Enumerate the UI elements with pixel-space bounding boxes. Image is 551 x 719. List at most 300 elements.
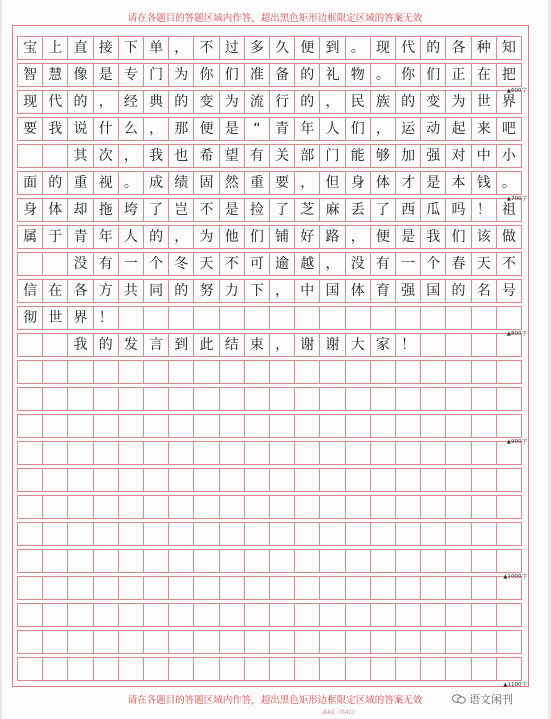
grid-cell: ， — [320, 253, 345, 275]
answer-sheet — [2, 0, 548, 719]
grid-cell — [421, 496, 446, 518]
grid-cell — [18, 550, 43, 572]
grid-row — [17, 414, 522, 438]
grid-cell — [220, 415, 245, 437]
grid-cell: ， — [94, 91, 119, 113]
grid-cell: 专 — [119, 64, 144, 86]
grid-cell: 你 — [194, 64, 219, 86]
grid-cell: 要 — [270, 172, 295, 194]
grid-cell: 共 — [119, 280, 144, 302]
grid-cell — [43, 442, 68, 464]
grid-cell: ， — [295, 172, 320, 194]
grid-cell — [421, 550, 446, 572]
grid-cell: 国 — [421, 280, 446, 302]
grid-cell — [472, 631, 497, 653]
grid-cell: 什 — [94, 118, 119, 140]
grid-cell — [270, 307, 295, 329]
grid-cell — [119, 523, 144, 545]
grid-cell: 望 — [220, 145, 245, 167]
grid-row — [17, 225, 522, 249]
grid-cell: 加 — [396, 145, 421, 167]
grid-cell: 方 — [94, 280, 119, 302]
grid-cell — [194, 523, 219, 545]
grid-cell: 体 — [43, 199, 68, 221]
grid-cell — [194, 631, 219, 653]
grid-cell — [43, 415, 68, 437]
grid-cell — [320, 496, 345, 518]
grid-cell — [472, 604, 497, 626]
grid-cell — [245, 388, 270, 410]
grid-cell: 大 — [346, 334, 371, 356]
grid-cell — [472, 523, 497, 545]
grid-cell: 变 — [194, 91, 219, 113]
grid-cell — [194, 307, 219, 329]
grid-cell — [497, 442, 522, 464]
grid-cell — [194, 415, 219, 437]
grid-cell — [144, 658, 169, 680]
grid-cell: 但 — [320, 172, 345, 194]
grid-cell: 重 — [245, 172, 270, 194]
grid-cell: 其 — [68, 145, 93, 167]
grid-cell: 变 — [421, 91, 446, 113]
grid-cell — [346, 658, 371, 680]
grid-cell — [371, 604, 396, 626]
grid-cell — [245, 550, 270, 572]
grid-cell: 那 — [169, 118, 194, 140]
grid-cell: 是 — [421, 172, 446, 194]
grid-cell: 多 — [245, 37, 270, 59]
grid-cell — [94, 631, 119, 653]
grid-cell — [371, 577, 396, 599]
grid-cell — [194, 388, 219, 410]
grid-cell: 的 — [144, 226, 169, 248]
grid-cell: 是 — [220, 118, 245, 140]
grid-cell: 谢 — [320, 334, 345, 356]
word-count-marker: ▲900字 — [506, 439, 527, 445]
grid-cell: 春 — [446, 253, 471, 275]
grid-cell — [270, 496, 295, 518]
grid-cell — [295, 577, 320, 599]
grid-cell — [43, 253, 68, 275]
grid-cell — [270, 604, 295, 626]
grid-cell — [396, 658, 421, 680]
grid-cell: 国 — [320, 280, 345, 302]
grid-cell — [68, 361, 93, 383]
watermark-text: 语文闲刊 — [469, 693, 513, 706]
grid-cell — [144, 307, 169, 329]
grid-cell: 一 — [119, 253, 144, 275]
grid-cell: 部 — [295, 145, 320, 167]
grid-cell — [421, 388, 446, 410]
grid-cell — [320, 658, 345, 680]
grid-cell — [295, 631, 320, 653]
grid-cell — [346, 442, 371, 464]
grid-cell — [346, 469, 371, 491]
grid-cell: 族 — [371, 91, 396, 113]
grid-cell: 到 — [320, 37, 345, 59]
grid-cell — [346, 523, 371, 545]
grid-cell — [119, 658, 144, 680]
grid-cell: 。 — [119, 172, 144, 194]
grid-cell — [220, 442, 245, 464]
grid-cell: 正 — [446, 64, 471, 86]
grid-row — [17, 36, 522, 60]
grid-cell — [245, 307, 270, 329]
grid-cell: 们 — [346, 118, 371, 140]
grid-cell: 成 — [144, 172, 169, 194]
grid-cell: 拖 — [94, 199, 119, 221]
grid-cell: 对 — [446, 145, 471, 167]
grid-cell — [346, 415, 371, 437]
grid-cell: 民 — [346, 91, 371, 113]
grid-cell: ， — [270, 280, 295, 302]
grid-cell — [119, 415, 144, 437]
grid-cell — [245, 442, 270, 464]
grid-cell — [295, 496, 320, 518]
grid-cell — [396, 604, 421, 626]
grid-cell: 上 — [43, 37, 68, 59]
grid-cell — [43, 334, 68, 356]
grid-cell: 久 — [270, 37, 295, 59]
grid-cell: 礼 — [320, 64, 345, 86]
grid-cell — [421, 604, 446, 626]
grid-cell — [194, 577, 219, 599]
grid-cell: 的 — [396, 91, 421, 113]
watermark — [452, 691, 513, 707]
grid-cell — [245, 361, 270, 383]
grid-row — [17, 252, 522, 276]
grid-cell — [43, 631, 68, 653]
grid-cell — [421, 658, 446, 680]
grid-cell — [497, 361, 522, 383]
grid-cell — [421, 523, 446, 545]
grid-cell — [472, 388, 497, 410]
grid-cell — [371, 442, 396, 464]
grid-cell: 中 — [295, 280, 320, 302]
grid-cell — [220, 361, 245, 383]
grid-cell — [43, 523, 68, 545]
grid-cell — [270, 442, 295, 464]
grid-cell: 种 — [472, 37, 497, 59]
grid-cell: 次 — [94, 145, 119, 167]
grid-cell — [94, 469, 119, 491]
grid-cell — [446, 307, 471, 329]
grid-cell: 的 — [68, 91, 93, 113]
grid-cell: 的 — [43, 172, 68, 194]
grid-cell: ， — [169, 37, 194, 59]
grid-cell: 物 — [346, 64, 371, 86]
grid-cell: 不 — [194, 199, 219, 221]
grid-cell: 吧 — [497, 118, 522, 140]
grid-cell: 逾 — [270, 253, 295, 275]
grid-cell — [320, 523, 345, 545]
grid-cell — [119, 442, 144, 464]
grid-cell: 育 — [371, 280, 396, 302]
grid-cell — [169, 631, 194, 653]
grid-cell — [396, 496, 421, 518]
grid-cell — [220, 523, 245, 545]
grid-cell — [68, 388, 93, 410]
grid-cell — [94, 388, 119, 410]
grid-cell — [94, 442, 119, 464]
grid-cell: 吗 — [446, 199, 471, 221]
grid-cell: 我 — [68, 334, 93, 356]
grid-row — [17, 522, 522, 546]
grid-cell — [320, 469, 345, 491]
grid-cell — [472, 415, 497, 437]
grid-cell: 没 — [68, 253, 93, 275]
grid-cell: “ — [245, 118, 270, 140]
grid-row — [17, 468, 522, 492]
grid-cell — [270, 658, 295, 680]
grid-cell: 世 — [43, 307, 68, 329]
grid-cell: 强 — [396, 280, 421, 302]
grid-cell: 我 — [144, 145, 169, 167]
grid-cell: 过 — [220, 37, 245, 59]
grid-cell — [270, 631, 295, 653]
grid-cell: 身 — [346, 172, 371, 194]
grid-cell — [295, 415, 320, 437]
grid-cell — [295, 307, 320, 329]
grid-cell — [220, 604, 245, 626]
grid-cell — [94, 415, 119, 437]
grid-cell: 身 — [18, 199, 43, 221]
grid-cell — [43, 604, 68, 626]
grid-cell — [295, 388, 320, 410]
grid-cell — [320, 550, 345, 572]
grid-cell: 备 — [270, 64, 295, 86]
grid-cell: 们 — [220, 64, 245, 86]
grid-cell — [346, 604, 371, 626]
grid-cell — [421, 577, 446, 599]
grid-cell — [18, 415, 43, 437]
grid-cell: 希 — [194, 145, 219, 167]
grid-cell: ！ — [472, 199, 497, 221]
grid-cell: 强 — [421, 145, 446, 167]
grid-cell: 门 — [320, 145, 345, 167]
grid-cell — [119, 469, 144, 491]
grid-cell: 的 — [94, 334, 119, 356]
grid-row — [17, 306, 522, 330]
grid-row — [17, 198, 522, 222]
grid-cell — [68, 496, 93, 518]
grid-cell: 年 — [94, 226, 119, 248]
grid-cell — [295, 361, 320, 383]
grid-cell: 直 — [68, 37, 93, 59]
grid-cell — [396, 523, 421, 545]
grid-cell: ！ — [94, 307, 119, 329]
grid-cell: 面 — [18, 172, 43, 194]
grid-cell — [446, 604, 471, 626]
footer-print: 第4页（共4页） — [322, 710, 359, 716]
grid-cell — [169, 577, 194, 599]
grid-cell — [245, 658, 270, 680]
grid-cell — [194, 550, 219, 572]
grid-cell — [18, 442, 43, 464]
grid-cell: 中 — [472, 145, 497, 167]
grid-cell: 把 — [497, 64, 522, 86]
grid-cell — [68, 523, 93, 545]
grid-cell — [320, 442, 345, 464]
grid-cell: 起 — [446, 118, 471, 140]
grid-cell: 麻 — [320, 199, 345, 221]
grid-cell: 关 — [270, 145, 295, 167]
grid-cell — [295, 523, 320, 545]
grid-cell: 界 — [68, 307, 93, 329]
grid-cell — [396, 550, 421, 572]
grid-cell — [396, 469, 421, 491]
grid-cell — [43, 361, 68, 383]
grid-cell: 路 — [320, 226, 345, 248]
grid-cell: 捡 — [245, 199, 270, 221]
grid-cell — [119, 496, 144, 518]
grid-cell: 不 — [497, 253, 522, 275]
grid-cell — [371, 415, 396, 437]
grid-cell: 不 — [194, 37, 219, 59]
grid-cell: 门 — [144, 64, 169, 86]
grid-cell: 个 — [144, 253, 169, 275]
grid-cell: 够 — [371, 145, 396, 167]
grid-cell — [472, 658, 497, 680]
wechat-icon — [452, 694, 466, 704]
grid-cell — [144, 523, 169, 545]
grid-cell — [169, 361, 194, 383]
grid-row — [17, 144, 522, 168]
grid-cell — [169, 523, 194, 545]
grid-cell: 为 — [446, 91, 471, 113]
grid-cell — [220, 307, 245, 329]
grid-cell: 才 — [396, 172, 421, 194]
grid-cell — [396, 361, 421, 383]
grid-cell — [421, 361, 446, 383]
grid-cell — [371, 361, 396, 383]
grid-cell: 也 — [169, 145, 194, 167]
grid-cell: 各 — [68, 280, 93, 302]
grid-cell: 宝 — [18, 37, 43, 59]
grid-cell — [144, 361, 169, 383]
grid-cell — [320, 307, 345, 329]
grid-cell: 瓜 — [421, 199, 446, 221]
grid-cell: 有 — [94, 253, 119, 275]
grid-cell: 结 — [220, 334, 245, 356]
grid-cell: 天 — [194, 253, 219, 275]
grid-cell: ！ — [396, 334, 421, 356]
grid-cell — [119, 604, 144, 626]
grid-cell — [119, 550, 144, 572]
grid-cell: 你 — [396, 64, 421, 86]
grid-cell — [320, 631, 345, 653]
grid-cell: 有 — [371, 253, 396, 275]
grid-cell — [320, 604, 345, 626]
grid-cell: 便 — [371, 226, 396, 248]
grid-cell: 接 — [94, 37, 119, 59]
grid-cell: 便 — [295, 37, 320, 59]
grid-cell — [94, 658, 119, 680]
grid-cell — [94, 604, 119, 626]
grid-cell — [144, 442, 169, 464]
grid-cell: 现 — [371, 37, 396, 59]
grid-cell — [245, 577, 270, 599]
grid-cell: 了 — [144, 199, 169, 221]
grid-row — [17, 441, 522, 465]
grid-row — [17, 630, 522, 654]
grid-cell: ， — [270, 334, 295, 356]
grid-cell — [446, 334, 471, 356]
grid-cell — [497, 334, 522, 356]
grid-row — [17, 63, 522, 87]
grid-cell: 不 — [220, 253, 245, 275]
grid-cell — [18, 577, 43, 599]
grid-cell: 该 — [472, 226, 497, 248]
grid-cell — [421, 469, 446, 491]
grid-cell — [144, 469, 169, 491]
grid-cell — [396, 577, 421, 599]
grid-cell: 动 — [421, 118, 446, 140]
grid-cell: 单 — [144, 37, 169, 59]
grid-cell: 们 — [421, 64, 446, 86]
grid-cell: ， — [169, 226, 194, 248]
grid-cell: 发 — [119, 334, 144, 356]
grid-cell: 我 — [421, 226, 446, 248]
grid-cell: 垮 — [119, 199, 144, 221]
grid-cell — [320, 361, 345, 383]
grid-cell — [320, 388, 345, 410]
grid-cell: 运 — [396, 118, 421, 140]
grid-cell — [94, 361, 119, 383]
grid-cell — [497, 496, 522, 518]
grid-cell — [169, 442, 194, 464]
grid-row — [17, 657, 522, 681]
grid-cell — [446, 496, 471, 518]
grid-cell: 彻 — [18, 307, 43, 329]
grid-cell — [472, 334, 497, 356]
grid-cell — [295, 469, 320, 491]
grid-cell: 来 — [472, 118, 497, 140]
grid-cell — [194, 658, 219, 680]
grid-cell — [18, 145, 43, 167]
grid-cell: 了 — [371, 199, 396, 221]
grid-cell — [371, 523, 396, 545]
grid-cell — [270, 523, 295, 545]
grid-cell — [472, 577, 497, 599]
grid-cell: 了 — [270, 199, 295, 221]
grid-row — [17, 279, 522, 303]
grid-cell — [446, 442, 471, 464]
grid-cell — [119, 631, 144, 653]
grid-cell — [194, 496, 219, 518]
grid-cell — [169, 658, 194, 680]
writing-grid — [17, 36, 527, 688]
grid-cell: 准 — [245, 64, 270, 86]
grid-cell — [169, 604, 194, 626]
grid-cell: ， — [371, 118, 396, 140]
grid-cell: ， — [320, 91, 345, 113]
grid-cell: 岂 — [169, 199, 194, 221]
grid-row — [17, 495, 522, 519]
grid-cell: 下 — [245, 280, 270, 302]
grid-cell: 为 — [169, 64, 194, 86]
grid-cell: 。 — [346, 37, 371, 59]
grid-cell — [421, 442, 446, 464]
grid-cell: 到 — [169, 334, 194, 356]
grid-cell: 智 — [18, 64, 43, 86]
grid-cell — [220, 388, 245, 410]
grid-cell: 重 — [68, 172, 93, 194]
grid-cell — [446, 361, 471, 383]
grid-row — [17, 360, 522, 384]
grid-cell — [295, 604, 320, 626]
grid-cell: 的 — [169, 280, 194, 302]
